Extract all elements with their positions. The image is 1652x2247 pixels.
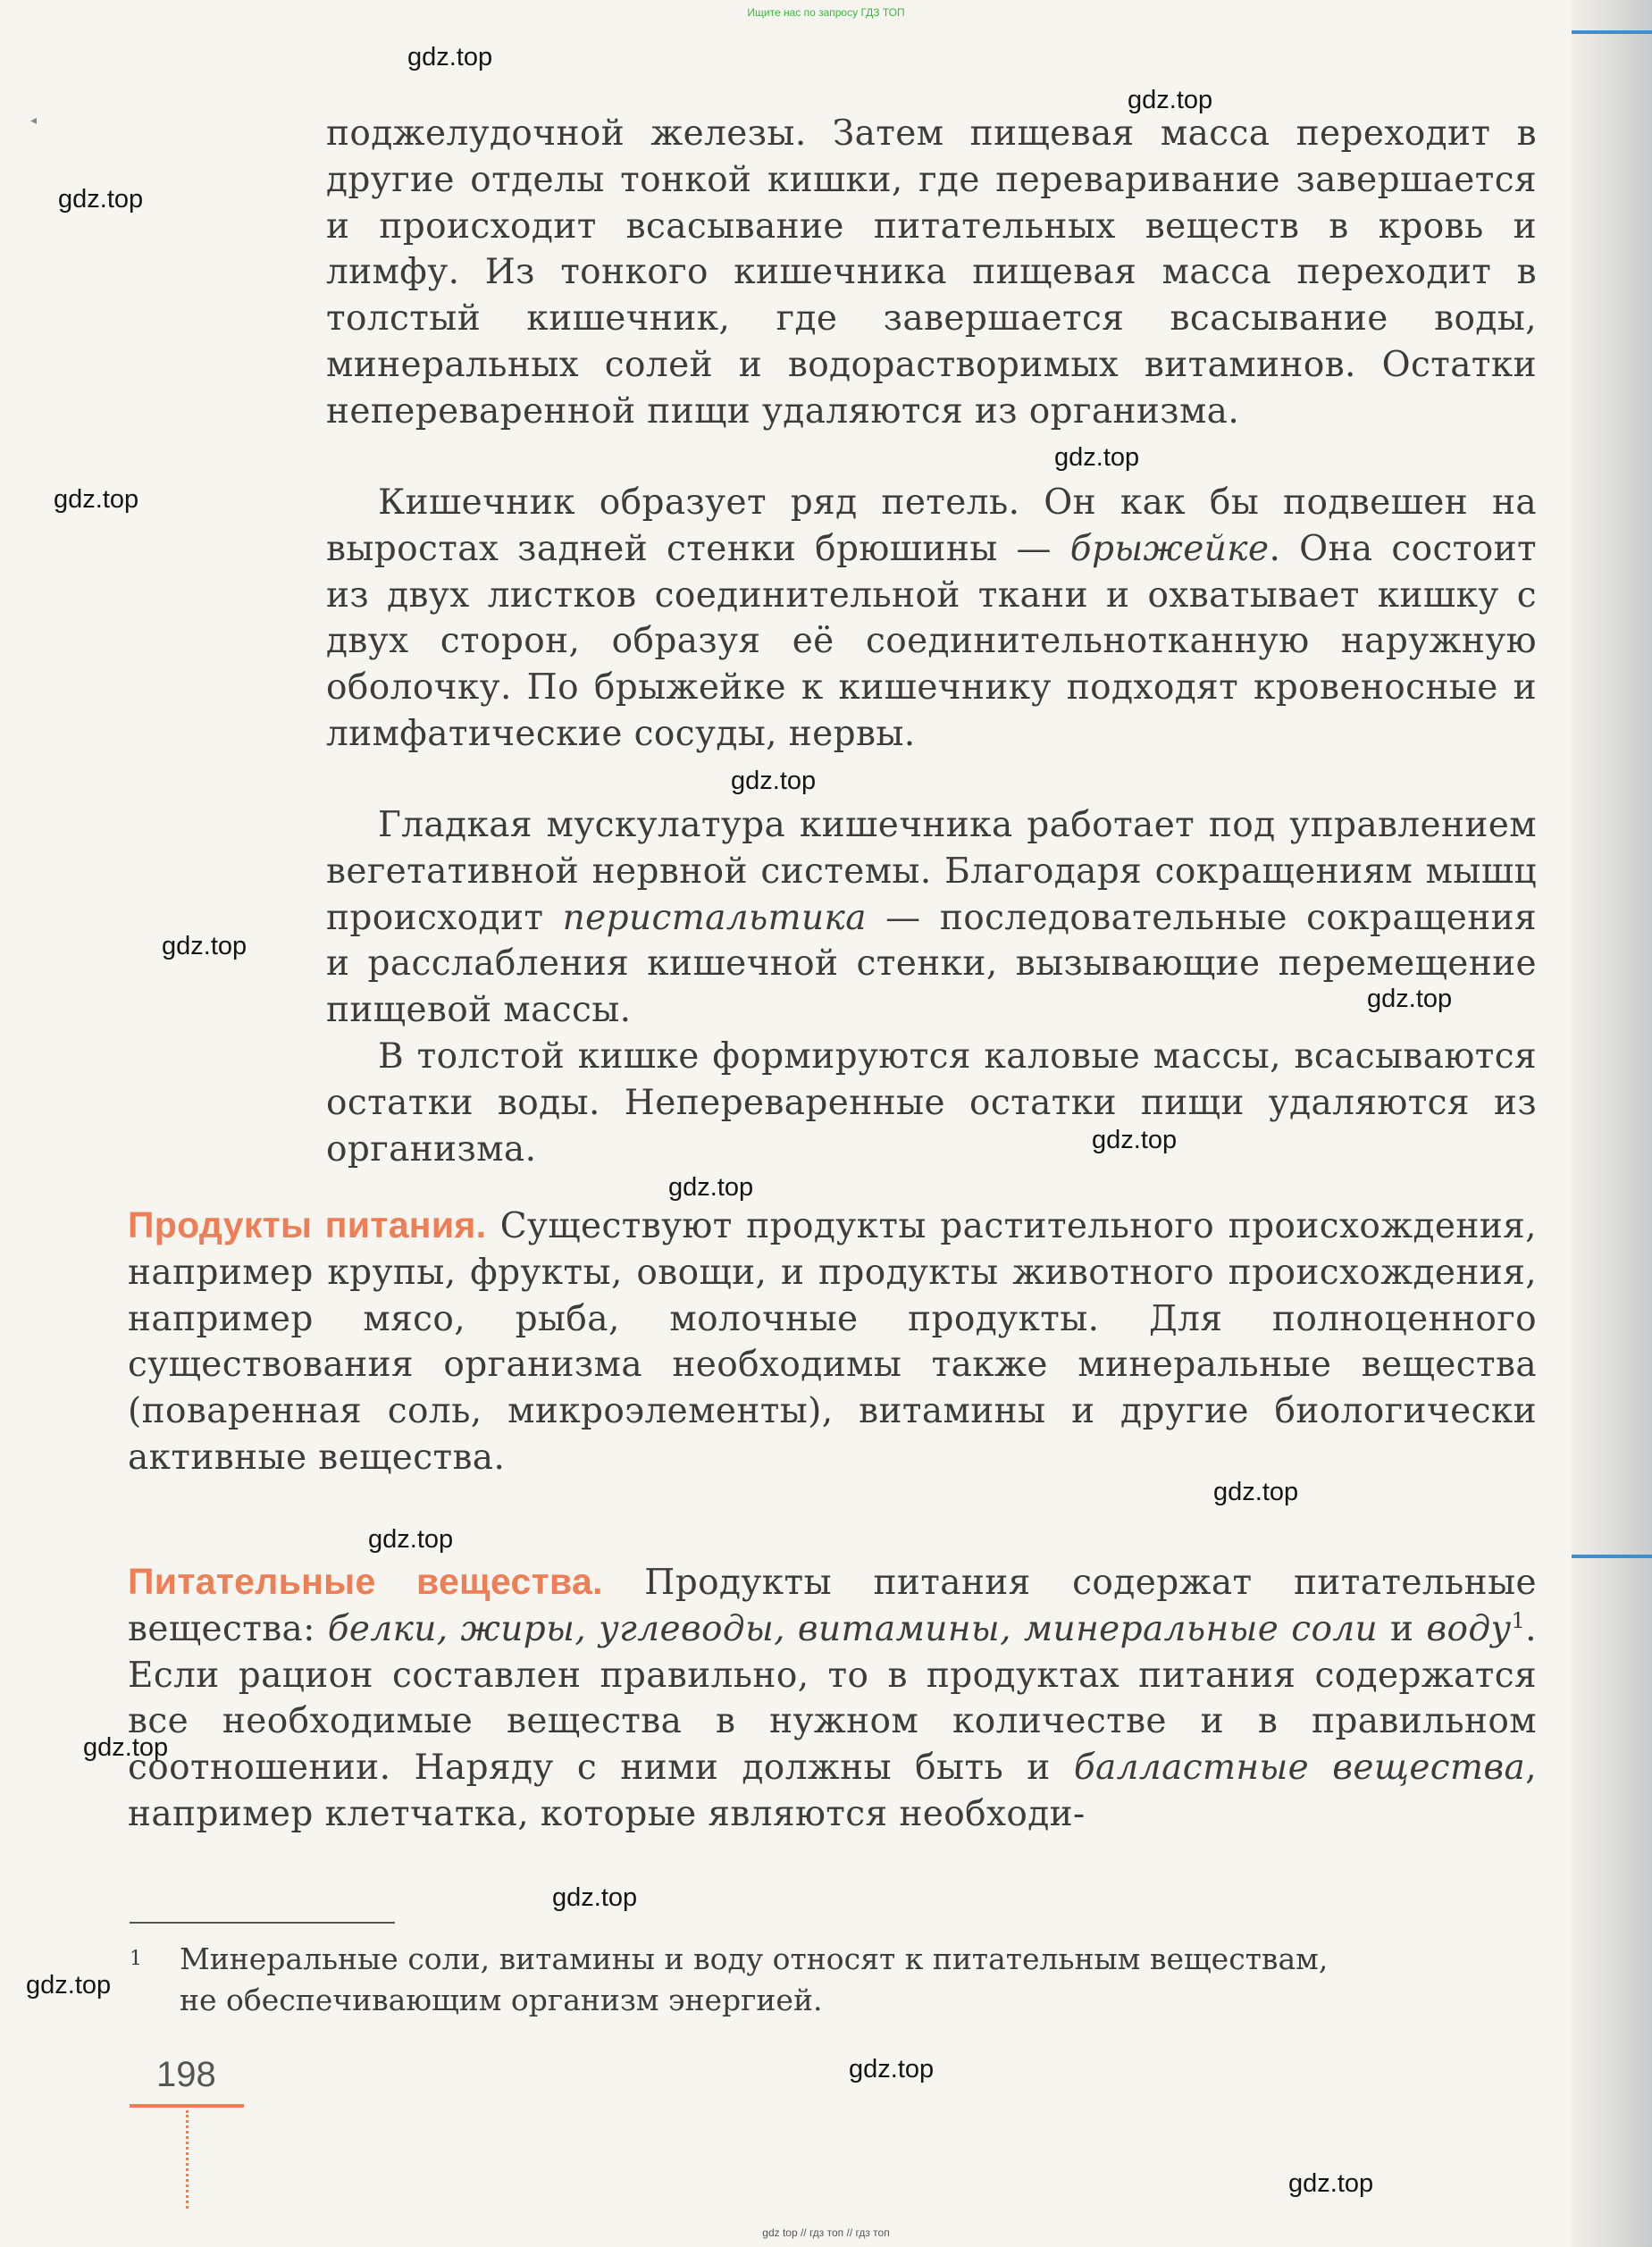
term-mesentery: брыжейке bbox=[1069, 528, 1270, 569]
watermark: gdz.top bbox=[1092, 1126, 1178, 1154]
footnote-mark: 1 bbox=[130, 1948, 142, 1970]
term-peristalsis: перистальтика bbox=[562, 897, 867, 938]
watermark: gdz.top bbox=[1213, 1478, 1299, 1506]
watermark: gdz.top bbox=[1054, 443, 1140, 472]
term-nutrients-list: белки, жиры, углеводы, витамины, минеральные соли bbox=[327, 1608, 1379, 1649]
term-ballast: балластные вещества bbox=[1073, 1748, 1526, 1789]
paragraph-peristalsis: Гладкая мускулатура кишечника работает под управлением вегетативной нервной системы. Благодаря сокращениям мышц происходит перистальтика — последовательные сокращения и расслабления кишечной стенки, вызывающие перемещение пищевой массы. bbox=[326, 805, 1537, 1031]
paragraph-mesentery: Кишечник образует ряд петель. Он как бы подвешен на выростах задней стенки брюшины — брыжейке. Она состоит из двух листков соединительной ткани и охватывает кишку с двух сторон, образуя её соединительнотканную наружную оболочку. По брыжейке к кишечнику подходят кровеносные и лимфатические сосуды, нервы. bbox=[326, 482, 1537, 754]
page-number: 198 bbox=[156, 2055, 216, 2094]
watermark: gdz.top bbox=[83, 1733, 169, 1762]
watermark: gdz.top bbox=[26, 1971, 112, 2000]
footnote-ref: 1 bbox=[1511, 1607, 1526, 1633]
blue-tab-marker bbox=[1572, 30, 1652, 34]
page-edge-shadow bbox=[1572, 0, 1652, 2247]
heading-food-products: Продукты питания. bbox=[128, 1204, 487, 1245]
watermark: gdz.top bbox=[731, 767, 817, 795]
watermark: gdz.top bbox=[368, 1525, 454, 1554]
watermark: gdz.top bbox=[407, 43, 493, 71]
header-note: Ищите нас по запросу ГДЗ ТОП bbox=[747, 6, 905, 19]
watermark: gdz.top bbox=[1288, 2169, 1374, 2198]
footnote-divider bbox=[130, 1922, 395, 1924]
watermark: gdz.top bbox=[552, 1883, 638, 1912]
heading-nutrients: Питательные вещества. bbox=[128, 1561, 603, 1602]
corner-mark-icon: ◂ bbox=[30, 113, 38, 128]
watermark: gdz.top bbox=[1128, 86, 1213, 114]
watermark: gdz.top bbox=[668, 1173, 754, 1202]
watermark: gdz.top bbox=[58, 185, 144, 214]
page-number-underline bbox=[130, 2104, 244, 2108]
watermark: gdz.top bbox=[849, 2055, 935, 2084]
term-water: воду bbox=[1426, 1608, 1512, 1649]
footer-note: gdz top // гдз топ // гдз топ bbox=[762, 2226, 890, 2239]
blue-tab-marker bbox=[1572, 1555, 1652, 1558]
watermark: gdz.top bbox=[54, 485, 139, 514]
section-food-products: Продукты питания. Существуют продукты растительного происхождения, например крупы, фрукты, овощи, и продукты животного происхождения, например мясо, рыба, молочные продукты. Для полноценного существования организма необходимы также минеральные вещества (поваренная соль, микроэлементы), витамины и другие биологически активные вещества. bbox=[128, 1204, 1537, 1478]
section-nutrients: Питательные вещества. Продукты питания содержат питательные вещества: белки, жиры, углеводы, витамины, минеральные соли и воду$^1$. Если рацион составлен правильно, то в продуктах питания содержатся все необходимые вещества в нужном количестве и в правильном соотношении. Наряду с ними должны быть и балластные вещества, например клетчатка, которые являются необходи- bbox=[128, 1561, 1537, 1834]
watermark: gdz.top bbox=[162, 932, 247, 960]
footnote: 1 Минеральные соли, витамины и воду относят к питательным веществам, не обеспечивающим организм энергией. bbox=[130, 1939, 1537, 2021]
page-number-dotted-line bbox=[186, 2110, 189, 2209]
paragraph-digestion-continued: поджелудочной железы. Затем пищевая масса переходит в другие отделы тонкой кишки, где переваривание завершается и происходит всасывание питательных веществ в кровь и лимфу. Из тонкого кишечника пищевая масса переходит в толстый кишечник, где завершается всасывание воды, минеральных солей и водорастворимых витаминов. Остатки непереваренной пищи удаляются из организма. bbox=[326, 113, 1537, 432]
watermark: gdz.top bbox=[1367, 985, 1453, 1013]
paragraph-large-intestine: В толстой кишке формируются каловые массы, всасываются остатки воды. Непереваренные остатки пищи удаляются из организма. bbox=[326, 1036, 1537, 1170]
